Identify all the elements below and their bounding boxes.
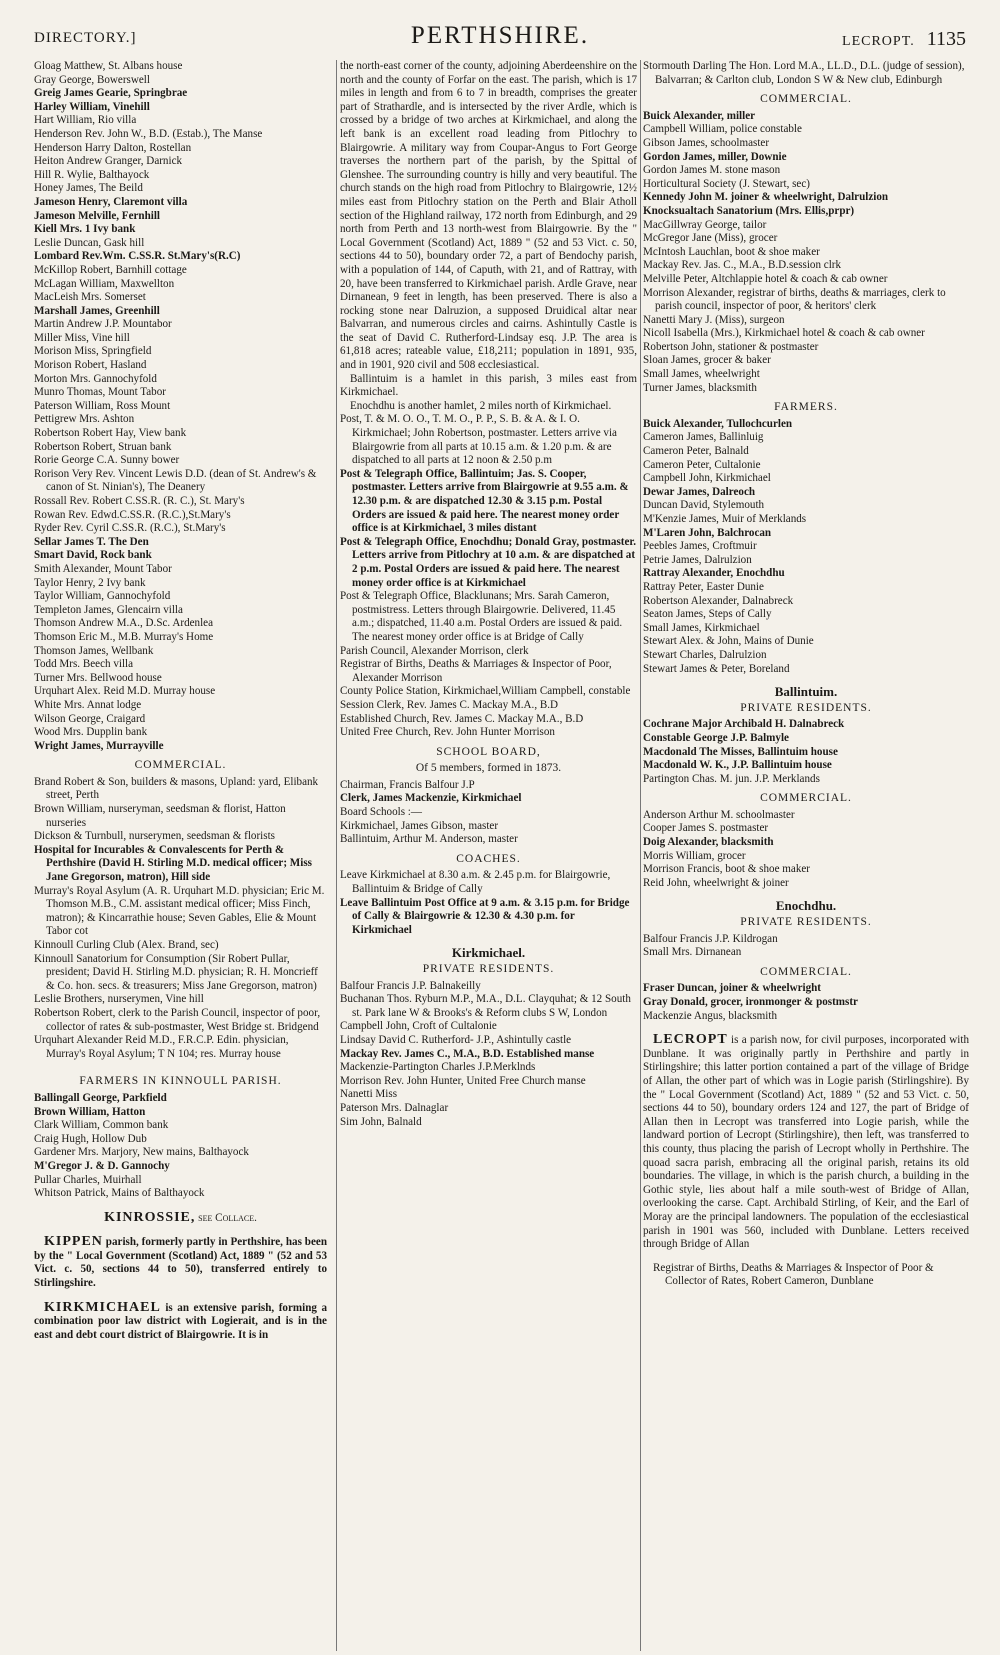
private-residents-continued xyxy=(643,60,969,87)
directory-entry: Petrie James, Dalrulzion xyxy=(643,553,752,566)
directory-entry: Sim John, Balnald xyxy=(340,1115,422,1128)
directory-entry: Henderson Harry Dalton, Rostellan xyxy=(34,141,192,154)
ballintuim-commercial-heading: COMMERCIAL. xyxy=(760,792,852,805)
directory-entry: McKillop Robert, Barnhill cottage xyxy=(34,263,187,276)
directory-entry: M'Gregor J. & D. Gannochy xyxy=(34,1159,170,1172)
directory-entry: Clark William, Common bank xyxy=(34,1119,169,1132)
coaches-list xyxy=(340,869,637,937)
directory-entry: MacLeish Mrs. Somerset xyxy=(34,291,146,304)
directory-entry: Cooper James S. postmaster xyxy=(643,822,769,835)
directory-entry: Knocksualtach Sanatorium (Mrs. Ellis,prpr) xyxy=(643,204,855,217)
directory-entry: Leave Ballintuim Post Office at 9 a.m. & 3.15 p.m. for Bridge of Cally & Blairgowrie & 12.30 & 4.30 p.m. for Kirkmichael xyxy=(340,896,630,936)
directory-entry: Paterson William, Ross Mount xyxy=(34,399,171,412)
directory-entry: Post, T. & M. O. O., T. M. O., P. P., S. B. & A. & I. O. Kirkmichael; John Robertson, postmaster. Letters arrive via Blairgowrie from all parts at 10.15 a.m. & 1.20 p.m. & are dispatched to all parts at 12 noon & 2.50 p.m xyxy=(340,413,617,467)
directory-entry: Rowan Rev. Edwd.C.SS.R. (R.C.),St.Mary's xyxy=(34,508,231,521)
directory-entry: White Mrs. Annat lodge xyxy=(34,698,142,711)
directory-entry: Macdonald The Misses, Ballintuim house xyxy=(643,745,838,758)
directory-entry: Mackay Rev. James C., M.A., B.D. Established manse xyxy=(340,1047,595,1060)
directory-entry: Whitson Patrick, Mains of Balthayock xyxy=(34,1187,205,1200)
registrar-entry: Registrar of Births, Deaths & Marriages & Inspector of Poor & Collector of Rates, Robert Cameron, Dunblane xyxy=(653,1261,934,1288)
directory-entry: Ballintuim, Arthur M. Anderson, master xyxy=(340,833,518,846)
directory-entry: Cameron James, Ballinluig xyxy=(643,431,764,444)
directory-entry: M'Kenzie James, Muir of Merklands xyxy=(643,513,807,525)
kirkmichael-commercial-list xyxy=(643,110,969,395)
directory-entry: Gray George, Bowerswell xyxy=(34,73,150,86)
directory-entry: Nanetti Mary J. (Miss), surgeon xyxy=(643,313,785,326)
directory-entry: Morrison Francis, boot & shoe maker xyxy=(643,863,810,876)
running-head xyxy=(842,28,966,51)
farmers-list xyxy=(34,1092,327,1201)
lecropt-text: is a parish now, for civil purposes, incorporated with Dunblane. It was originally partly in Perthshire and partly in Stirlingshire; this latter portion contained a part of the village of Bridge of Allan, the other part of which was in Logie parish (Stirlingshire). By the " Local Government (Scotland) Act, 1889 " (52 and 53 Vict. c. 50, sections 44 to 50), boundary orders 124 and 127, the part of Bridge of Allan then in Lecropt was transferred into Logie parish, while the landward portion of Lecropt (Stirlingshire), then left, was transferred to this county, thus placing the parish of Lecropt wholly in Perthshire. The quoad sacra parish, embracing all the original parish, retains its old boundaries. The village, in which is the parish church, a building in the Gothic style, lies about half a mile south-west of Bridge of Allan, overlooking the carse. Capt. Archibald Stirling, of Keir, and the Earl of Moray are the principal landowners. The population of the ecclesiastical parish in 1901 was 560, included with Dunblane. Letters received through Bridge of Allan xyxy=(643,1034,969,1251)
directory-entry: Pullar Charles, Muirhall xyxy=(34,1173,142,1186)
directory-entry: Smart David, Rock bank xyxy=(34,549,152,562)
ballintuim-commercial-list xyxy=(643,809,969,891)
directory-entry: Established Church, Rev. James C. Mackay M.A., B.D xyxy=(340,712,584,725)
directory-entry: Melville Peter, Altchlappie hotel & coach & cab owner xyxy=(643,272,888,285)
kirkmichael-farmers-list xyxy=(643,418,969,676)
directory-entry: Hart William, Rio villa xyxy=(34,114,137,127)
directory-entry: Anderson Arthur M. schoolmaster xyxy=(643,808,795,821)
directory-entry: Buick Alexander, Tullochcurlen xyxy=(643,417,793,430)
directory-entry: Stewart James & Peter, Boreland xyxy=(643,662,790,675)
running-head-place: LECROPT. xyxy=(842,34,915,49)
directory-entry: Clerk, James Mackenzie, Kirkmichael xyxy=(340,792,522,805)
directory-entry: Peebles James, Croftmuir xyxy=(643,540,757,553)
commercial-heading: COMMERCIAL. xyxy=(134,759,227,772)
directory-entry: Jameson Melville, Fernhill xyxy=(34,209,161,222)
directory-entry: Hospital for Incurables & Convalescents for Perth & Perthshire (David H. Stirling M.D. medical officer; Miss Jane Gregorson, matron), Hill side xyxy=(34,843,312,884)
directory-entry: Mackay Rev. Jas. C., M.A., B.D.session clrk xyxy=(643,259,842,272)
directory-entry: Session Clerk, Rev. James C. Mackay M.A., B.D xyxy=(340,698,559,711)
directory-entry: Lindsay David C. Rutherford- J.P., Ashintully castle xyxy=(340,1033,572,1046)
directory-entry: Morison Robert, Hasland xyxy=(34,359,147,372)
directory-entry: Jameson Henry, Claremont villa xyxy=(34,195,188,208)
directory-entry: Turner Mrs. Bellwood house xyxy=(34,671,162,684)
page-title: PERTHSHIRE. xyxy=(410,22,590,49)
private-residents-heading: PRIVATE RESIDENTS. xyxy=(422,963,555,975)
directory-entry: Robertson Robert, Struan bank xyxy=(34,440,172,453)
section-label: DIRECTORY.] xyxy=(34,30,137,46)
directory-entry: McGregor Jane (Miss), grocer xyxy=(643,232,778,245)
kinrossie-name: KINROSSIE, xyxy=(104,1209,196,1225)
directory-entry: Morrison Alexander, registrar of births, deaths & marriages, clerk to parish council, inspector of poor, & heritors' clerk xyxy=(643,286,946,313)
services-list xyxy=(340,413,637,739)
directory-entry: Leslie Duncan, Gask hill xyxy=(34,236,145,249)
commercial-list xyxy=(34,776,327,1061)
directory-entry: Campbell John, Kirkmichael xyxy=(643,472,771,485)
directory-entry: Craig Hugh, Hollow Dub xyxy=(34,1132,147,1145)
directory-entry: Murray's Royal Asylum (A. R. Urquhart M.D. physician; Eric M. Thomson M.B., C.M. assistant medical officer; Miss Finch, matron); & Kincarrathie house; Seven Gables, Elie & Mount Tabor cot xyxy=(34,884,325,938)
kirkmichael-entry xyxy=(34,1301,327,1343)
ballintuim-paragraph: Ballintuim is a hamlet in this parish, 3 miles east from Kirkmichael. xyxy=(340,372,637,399)
directory-entry: Stewart Alex. & John, Mains of Dunie xyxy=(643,635,814,648)
directory-entry: Todd Mrs. Beech villa xyxy=(34,658,134,671)
directory-entry: Cameron Peter, Balnald xyxy=(643,445,749,458)
directory-entry: Stormouth Darling The Hon. Lord M.A., LL.D., D.L. (judge of session), Balvarran; & Carlton club, London S W & New club, Edinburgh xyxy=(643,60,965,86)
directory-entry: McLagan William, Maxwellton xyxy=(34,277,175,290)
directory-entry: Small James, Kirkmichael xyxy=(643,621,760,634)
directory-entry: Turner James, blacksmith xyxy=(643,381,757,394)
directory-entry: Rossall Rev. Robert C.SS.R. (R. C.), St. Mary's xyxy=(34,495,245,507)
directory-entry: Rattray Alexander, Enochdhu xyxy=(643,567,785,580)
directory-entry: Dickson & Turnbull, nurserymen, seedsman & florists xyxy=(34,830,275,843)
directory-entry: Ballingall George, Parkfield xyxy=(34,1091,167,1104)
directory-entry: Cameron Peter, Cultalonie xyxy=(643,458,761,471)
directory-entry: Morison Miss, Springfield xyxy=(34,345,152,358)
directory-entry: Heiton Andrew Granger, Darnick xyxy=(34,155,183,168)
directory-entry: Morton Mrs. Gannochyfold xyxy=(34,372,157,385)
directory-entry: Martin Andrew J.P. Mountabor xyxy=(34,318,172,331)
directory-entry: Seaton James, Steps of Cally xyxy=(643,608,772,621)
directory-entry: McIntosh Lauchlan, boot & shoe maker xyxy=(643,245,820,258)
directory-entry: Ryder Rev. Cyril C.SS.R. (R.C.), St.Mary's xyxy=(34,522,226,535)
column-1 xyxy=(34,60,327,1651)
directory-entry: Gloag Matthew, St. Albans house xyxy=(34,60,183,72)
kinrossie-text: see Collace. xyxy=(198,1211,257,1224)
directory-entry: Balfour Francis J.P. Balnakeilly xyxy=(340,979,481,992)
directory-entry: Buchanan Thos. Ryburn M.P., M.A., D.L. Clayquhat; & 12 South st. Park lane W & Brooks's & Reform clubs S W, London xyxy=(340,993,631,1019)
directory-entry: Small James, wheelwright xyxy=(643,368,760,381)
kirkmichael-heading: Kirkmichael. xyxy=(451,945,526,961)
directory-entry: Sellar James T. The Den xyxy=(34,535,149,548)
directory-entry: Marshall James, Greenhill xyxy=(34,304,160,317)
directory-entry: Gray Donald, grocer, ironmonger & postmstr xyxy=(643,996,858,1008)
kippen-text: parish, formerly partly in Perthshire, has been by the " Local Government (Scotland) Act, 1889 " (52 and 53 Vict. c. 50, sections 44 to 50), transferred entirely to Stirlingshire. xyxy=(34,1236,327,1290)
residents-list xyxy=(34,60,327,753)
directory-entry: Campbell John, Croft of Cultalonie xyxy=(340,1020,497,1033)
column-3 xyxy=(640,60,969,1651)
directory-entry: Duncan David, Stylemouth xyxy=(643,499,765,512)
directory-entry: Wood Mrs. Dupplin bank xyxy=(34,726,148,739)
directory-entry: Nanetti Miss xyxy=(340,1088,398,1101)
kippen-entry xyxy=(34,1235,327,1290)
enochdhu-commercial-list xyxy=(643,982,969,1023)
directory-entry: Taylor William, Gannochyfold xyxy=(34,590,171,603)
directory-entry: Robertson John, stationer & postmaster xyxy=(643,340,819,353)
directory-entry: Brand Robert & Son, builders & masons, Upland: yard, Elibank street, Perth xyxy=(34,775,319,802)
directory-entry: Brown William, nurseryman, seedsman & florist, Hatton nurseries xyxy=(34,803,286,829)
directory-entry: Honey James, The Beild xyxy=(34,182,143,195)
directory-entry: Kirkmichael, James Gibson, master xyxy=(340,819,499,832)
enochdhu-private-list xyxy=(643,933,969,960)
directory-entry: Harley William, Vinehill xyxy=(34,100,150,113)
enochdhu-heading: Enochdhu. xyxy=(775,898,837,914)
directory-entry: Buick Alexander, miller xyxy=(643,109,756,122)
kirkmichael-text: is an extensive parish, forming a combination poor law district with Logierait, and is in the east and debt court district of Blairgowrie. It is in xyxy=(34,1301,327,1341)
directory-entry: Morris William, grocer xyxy=(643,849,746,862)
kippen-name: KIPPEN xyxy=(44,1234,103,1250)
directory-entry: Doig Alexander, blacksmith xyxy=(643,836,774,849)
directory-entry: Macdonald W. K., J.P. Ballintuim house xyxy=(643,759,832,772)
directory-entry: Sloan James, grocer & baker xyxy=(643,354,771,367)
kirkmichael-commercial-heading: COMMERCIAL. xyxy=(760,93,852,106)
column-2 xyxy=(336,60,637,1651)
directory-entry: Urquhart Alex. Reid M.D. Murray house xyxy=(34,685,216,698)
school-board-list xyxy=(340,779,637,847)
directory-entry: MacGillwray George, tailor xyxy=(643,218,767,231)
directory-entry: Templeton James, Glencairn villa xyxy=(34,603,183,616)
directory-entry: Robertson Alexander, Dalnabreck xyxy=(643,594,794,607)
directory-entry: Kennedy John M. joiner & wheelwright, Dalrulzion xyxy=(643,191,889,204)
lecropt-name: LECROPT xyxy=(653,1032,728,1048)
directory-entry: Paterson Mrs. Dalnaglar xyxy=(340,1101,449,1114)
directory-entry: Horticultural Society (J. Stewart, sec) xyxy=(643,177,810,190)
directory-entry: United Free Church, Rev. John Hunter Morrison xyxy=(340,726,555,739)
ballintuim-heading: Ballintuim. xyxy=(774,684,838,700)
directory-entry: Brown William, Hatton xyxy=(34,1105,146,1118)
directory-entry: Small Mrs. Dirnanean xyxy=(643,946,742,959)
kinrossie-entry xyxy=(34,1211,327,1226)
directory-entry: Gardener Mrs. Marjory, New mains, Balthayock xyxy=(34,1146,249,1159)
directory-entry: Wilson George, Craigard xyxy=(34,712,146,725)
directory-entry: Thomson James, Wellbank xyxy=(34,644,154,657)
directory-entry: Parish Council, Alexander Morrison, clerk xyxy=(340,644,529,657)
directory-entry: Post & Telegraph Office, Ballintuim; Jas. S. Cooper, postmaster. Letters arrive from Blairgowrie at 9.55 a.m. & 12.30 p.m. & are dispatched 12.30 & 3.15 p.m. Postal Orders are issued & paid here. The nearest money order office is at Kirkmichael, 3 miles distant xyxy=(340,467,629,535)
directory-entry: Munro Thomas, Mount Tabor xyxy=(34,386,166,399)
directory-entry: Fraser Duncan, joiner & wheelwright xyxy=(643,982,821,995)
directory-entry: Post & Telegraph Office, Blacklunans; Mrs. Sarah Cameron, postmistress. Letters through Blairgowrie. Delivered, 11.45 a.m.; dispatched, 11.40 a.m. Postal Orders are issued & paid. The nearest money order office is at Bridge of Cally xyxy=(340,590,623,643)
directory-entry: Lombard Rev.Wm. C.SS.R. St.Mary's(R.C) xyxy=(34,250,241,263)
directory-entry: Leave Kirkmichael at 8.30 a.m. & 2.45 p.m. for Blairgowrie, Ballintuim & Bridge of Cally xyxy=(340,869,611,896)
directory-entry: Morrison Rev. John Hunter, United Free Church manse xyxy=(340,1074,586,1087)
private-residents-list xyxy=(340,980,637,1130)
directory-entry: Constable George J.P. Balmyle xyxy=(643,731,789,744)
directory-entry: Wright James, Murrayville xyxy=(34,739,164,752)
enochdhu-private-heading: PRIVATE RESIDENTS. xyxy=(740,916,872,929)
ballintuim-private-heading: PRIVATE RESIDENTS. xyxy=(740,701,872,714)
lecropt-entry xyxy=(643,1033,969,1252)
farmers-heading: FARMERS. xyxy=(774,401,838,414)
ballintuim-private-list xyxy=(643,718,969,786)
kirkmichael-name: KIRKMICHAEL xyxy=(44,1299,161,1315)
enochdhu-paragraph: Enochdhu is another hamlet, 2 miles north of Kirkmichael. xyxy=(350,399,612,412)
directory-entry: Robertson Robert Hay, View bank xyxy=(34,427,187,440)
directory-entry: Kinnoull Curling Club (Alex. Brand, sec) xyxy=(34,939,219,951)
directory-entry: Kiell Mrs. 1 Ivy bank xyxy=(34,223,136,236)
directory-entry: Rorison Very Rev. Vincent Lewis D.D. (dean of St. Andrew's & canon of St. Ninian's), The Deanery xyxy=(34,467,317,494)
directory-entry: Campbell William, police constable xyxy=(643,123,802,136)
school-board-subheading: Of 5 members, formed in 1873. xyxy=(415,762,562,775)
directory-entry: Gordon James, miller, Downie xyxy=(643,150,787,163)
directory-entry: Greig James Gearie, Springbrae xyxy=(34,87,188,100)
directory-entry: Stewart Charles, Dalrulzion xyxy=(643,648,767,661)
directory-entry: Gordon James M. stone mason xyxy=(643,164,781,177)
directory-entry: Thomson Andrew M.A., D.Sc. Ardenlea xyxy=(34,617,214,630)
directory-entry: Pettigrew Mrs. Ashton xyxy=(34,413,135,426)
directory-entry: Rorie George C.A. Sunny bower xyxy=(34,454,180,467)
directory-entry: Hill R. Wylie, Balthayock xyxy=(34,168,150,181)
directory-entry: Taylor Henry, 2 Ivy bank xyxy=(34,576,146,589)
directory-entry: Chairman, Francis Balfour J.P xyxy=(340,778,475,791)
school-board-heading: SCHOOL BOARD, xyxy=(436,745,541,758)
enochdhu-commercial-heading: COMMERCIAL. xyxy=(760,965,852,978)
directory-entry: Reid John, wheelwright & joiner xyxy=(643,876,789,889)
coaches-heading: COACHES. xyxy=(456,852,521,865)
directory-entry: Thomson Eric M., M.B. Murray's Home xyxy=(34,630,214,643)
directory-entry: Henderson Rev. John W., B.D. (Estab.), The Manse xyxy=(34,127,263,140)
directory-entry: Post & Telegraph Office, Enochdhu; Donald Gray, postmaster. Letters arrive from Pitlochry at 10 a.m. & are dispatched at 2 p.m. Postal Orders are issued & paid here. The nearest money order office is at Kirkmichael xyxy=(340,535,637,589)
directory-entry: Partington Chas. M. jun. J.P. Merklands xyxy=(643,772,820,785)
directory-entry: Leslie Brothers, nurserymen, Vine hill xyxy=(34,993,204,1006)
directory-entry: Miller Miss, Vine hill xyxy=(34,331,130,344)
directory-entry: Mackenzie Angus, blacksmith xyxy=(643,1009,778,1022)
directory-entry: Cochrane Major Archibald H. Dalnabreck xyxy=(643,718,845,731)
directory-entry: Mackenzie-Partington Charles J.P.Merklnds xyxy=(340,1061,536,1074)
kirkmichael-description: the north-east corner of the county, adjoining Aberdeenshire on the north and the county of Forfar on the east. The parish, which is 17 miles in length and from 6 to 7 in breadth, comprises the greater part of Strathardle, and is intersected by the river Ardle, which is crossed by a bridge of two arches at Kirkmichael, and along the left bank is an excellent road leading from Pitlochry to Blairgowrie. A military way from Coupar-Angus to Fort George traverses the northern part of the parish, by the Spittal of Glenshee. The surrounding country is hilly and very beautiful. The church stands on the high road from Pitlochry to Blairgowrie, 12½ miles east from Pitlochry station on the Perth and Blair Atholl section of the Highland railway, 172 north from Edinburgh, and 29 north from Perth and 13 north-west from Blairgowrie. By the " Local Government (Scotland) Act, 1889 " (52 and 53 Vict. c. 50, sections 44 to 50), boundary order 72, a part of Bendochy parish, with a population of 144, of Caputh, with 21, and of Rattray, with 20, have been transferred to Kirkmichael parish. Ardle Grave, near Dirnanean, 9 feet in length, has been preserved. There is also a rocking stone near Dalruzion, a supposed Druidical altar near Balvarran, and numerous circles and cairns. Ashintully Castle is the seat of David C. Rutherford-Lindsay esq. J.P. The area is 61,818 acres; rateable value, £18,211; population in 1891, 935, and in 1901, 920 civil and 508 ecclesiastical. xyxy=(340,60,637,372)
directory-entry: Board Schools :— xyxy=(340,806,422,819)
directory-entry: Balfour Francis J.P. Kildrogan xyxy=(643,932,778,945)
page-header xyxy=(34,22,966,52)
directory-entry: Gibson James, schoolmaster xyxy=(643,136,770,149)
directory-entry: County Police Station, Kirkmichael,William Campbell, constable xyxy=(340,685,631,698)
directory-entry: Rattray Peter, Easter Dunie xyxy=(643,580,764,593)
directory-entry: Dewar James, Dalreoch xyxy=(643,485,756,498)
directory-entry: Robertson Robert, clerk to the Parish Council, inspector of poor, collector of rates & sub-postmaster, West Bridge st. Bridgend xyxy=(34,1006,321,1033)
directory-entry: Urquhart Alexander Reid M.D., F.R.C.P. Edin. physician, Murray's Royal Asylum; T N 104; res. Murray house xyxy=(34,1034,289,1060)
directory-entry: Smith Alexander, Mount Tabor xyxy=(34,562,172,575)
page-number: 1135 xyxy=(926,28,966,50)
directory-entry: Kinnoull Sanatorium for Consumption (Sir Robert Pullar, president; David H. Stirling M.D. physician; R. H. Moncrieff & Co. hon. secs. & treasurers; Miss Jane Gregorson, matron) xyxy=(34,952,318,992)
directory-entry: M'Laren John, Balchrocan xyxy=(643,526,772,539)
directory-entry: Nicoll Isabella (Mrs.), Kirkmichael hotel & coach & cab owner xyxy=(643,327,925,340)
farmers-heading: FARMERS IN KINNOULL PARISH. xyxy=(79,1075,282,1088)
directory-entry: Registrar of Births, Deaths & Marriages & Inspector of Poor, Alexander Morrison xyxy=(340,658,612,684)
